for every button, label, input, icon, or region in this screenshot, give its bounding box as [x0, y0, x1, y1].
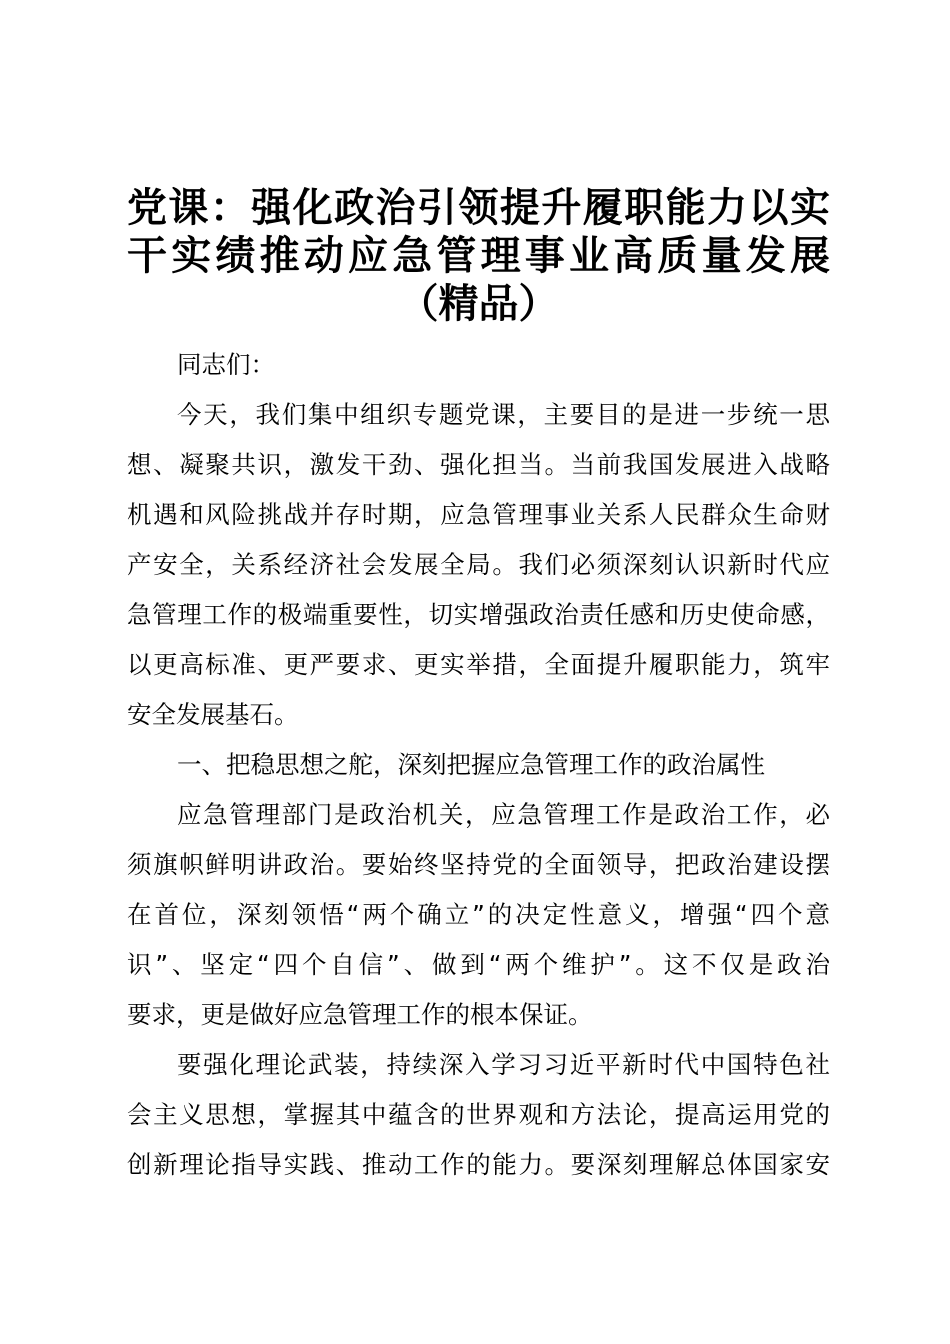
text-line: 安全发展基石。: [127, 700, 299, 729]
section-heading-text: 一、把稳思想之舵，深刻把握应急管理工作的政治属性: [177, 750, 765, 779]
document-page: [127, 184, 830, 1190]
text-line: 要求，更是做好应急管理工作的根本保证。: [127, 1000, 593, 1029]
text-line: 创新理论指导实践、推动工作的能力。要深刻理解总体国家安: [127, 1150, 830, 1179]
text-line: 机遇和风险挑战并存时期，应急管理事业关系人民群众生命财: [127, 500, 830, 529]
paragraph: [127, 790, 830, 1040]
text-line: 要强化理论武装，持续深入学习习近平新时代中国特色社: [177, 1050, 830, 1079]
document-body: [127, 340, 830, 1190]
document-title: [127, 184, 830, 328]
paragraph: [127, 390, 830, 740]
text-line: 今天，我们集中组织专题党课，主要目的是进一步统一思: [177, 400, 830, 429]
section-heading: [127, 740, 830, 790]
text-line: 识”、坚定“四个自信”、做到“两个维护”。这不仅是政治: [127, 950, 830, 979]
title-line: 干实绩推动应急管理事业高质量发展: [127, 233, 830, 279]
text-line: 应急管理部门是政治机关，应急管理工作是政治工作，必: [177, 800, 830, 829]
title-line: 党课：强化政治引领提升履职能力以实: [127, 185, 830, 231]
text-line: 会主义思想，掌握其中蕴含的世界观和方法论，提高运用党的: [127, 1100, 830, 1129]
salutation: 同志们：: [177, 350, 275, 379]
paragraph: [127, 1040, 830, 1190]
text-line: 在首位，深刻领悟“两个确立”的决定性意义，增强“四个意: [127, 900, 830, 929]
text-line: 以更高标准、更严要求、更实举措，全面提升履职能力，筑牢: [127, 650, 830, 679]
title-line: （精品）: [398, 281, 559, 327]
text-line: 产安全，关系经济社会发展全局。我们必须深刻认识新时代应: [127, 550, 830, 579]
text-line: 须旗帜鲜明讲政治。要始终坚持党的全面领导，把政治建设摆: [127, 850, 830, 879]
text-line: 急管理工作的极端重要性，切实增强政治责任感和历史使命感，: [127, 600, 830, 629]
text-line: 想、凝聚共识，激发干劲、强化担当。当前我国发展进入战略: [127, 450, 830, 479]
